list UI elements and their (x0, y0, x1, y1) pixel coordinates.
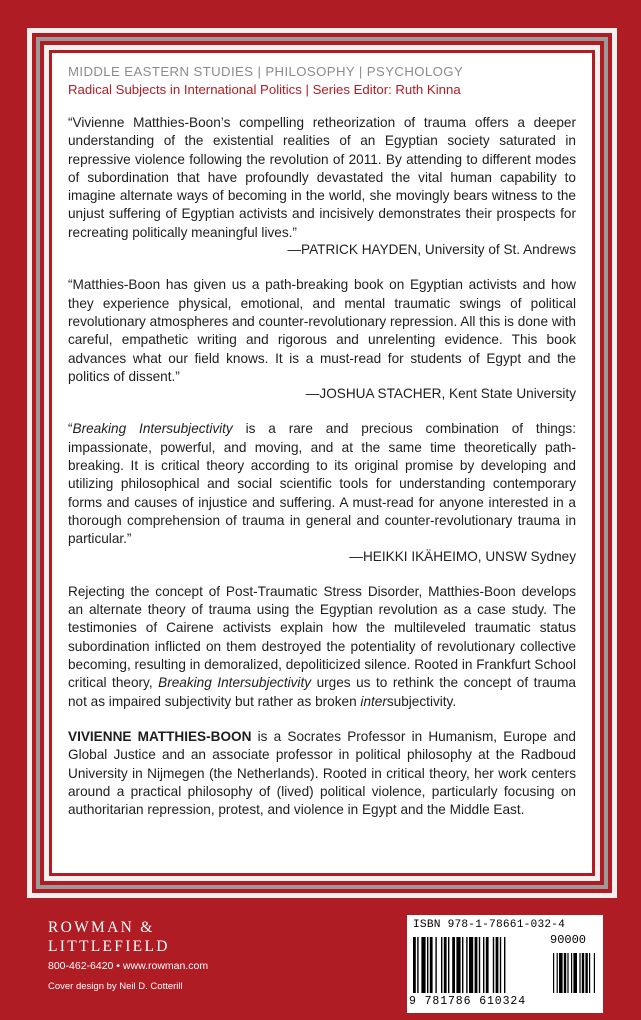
blurb-stacher (68, 276, 576, 403)
blurb-attribution: —HEIKKI IKÄHEIMO, UNSW Sydney (349, 548, 576, 564)
blurb-text: “Breaking Intersubjectivity is a rare and precious combination of things: impassionate, powerful, and moving, and at the same time theoretically path-breaking. It is critical theory according to its original promise by developing and utilizing philosophical and social scientific tools for understanding contemporary forms and causes of injustice and suffering. A must-read for anyone interested in a thorough comprehension of trauma in general and counter-revolutionary trauma in particular.” (68, 421, 576, 547)
blurb-text: “Matthies-Boon has given us a path-breaking book on Egyptian activists and how they experience physical, emotional, and mental traumatic swings of political revolutionary atmospheres and counter-revolutionary repression. All this is done with careful, empathetic writing and rigorous and unrelenting evidence. This book advances what our field knows. It is a must-read for students of Egypt and the politics of dissent.” (68, 277, 576, 384)
blurb-attribution: —JOSHUA STACHER, Kent State University (305, 386, 576, 402)
book-description: Rejecting the concept of Post-Traumatic Stress Disorder, Matthies-Boon develops an alternate theory of trauma using the Egyptian revolution as a case study. The testimonies of Cairene activists explain how the multileveled traumatic status subordination inflicted on them destroyed the potentiality of revolutionary collective becoming, resulting in demoralized, depoliticized silence. Rooted in Frankfurt School critical theory, Breaking Intersubjectivity urges us to rethink the concept of trauma not as impaired subjectivity but rather as broken intersubjectivity. (68, 583, 576, 709)
isbn-barcode (407, 915, 603, 1013)
book-title: Breaking Intersubjectivity (158, 675, 312, 691)
blurb-hayden (68, 114, 576, 259)
publisher-logo-line2: LITTLEFIELD (48, 938, 170, 955)
blurb-ikaheimo (68, 420, 576, 565)
cover-credit: Cover design by Neil D. Cotterill (48, 981, 183, 992)
barcode-digits: 9 781786 610324 (409, 995, 527, 1008)
publisher-block (48, 918, 208, 992)
series-line: Radical Subjects in International Politics | Series Editor: Ruth Kinna (68, 82, 461, 97)
publisher-contact: 800-462-6420 • www.rowman.com (48, 960, 209, 972)
price-code: 90000 (550, 933, 587, 947)
blurb-text: “Vivienne Matthies-Boon’s compelling retheorization of trauma offers a deeper understanding of the existential realities of an Egyptian society saturated in repressive violence following the revolution of 2011. By attending to different modes of subordination that have profoundly devastated the vital human capability to imagine alternate ways of becoming in the world, she movingly bears witness to the unjust suffering of Egyptian activists and incisively demonstrates their prospects for recreating politically meaningful lives.” (68, 115, 576, 240)
publisher-logo-line1: ROWMAN & (48, 919, 155, 936)
author-bio: VIVIENNE MATTHIES-BOON is a Socrates Professor in Humanism, Europe and Global Justice and an associate professor in political philosophy at the Radboud University in Nijmegen (the Netherlands). Rooted in critical theory, her work centers around a practical philosophy of (lived) political violence, particularly focusing on authoritarian repression, protest, and violence in Egypt and the Middle East. (68, 728, 576, 818)
isbn-text: ISBN 978-1-78661-032-4 (413, 919, 566, 931)
book-title: Breaking Intersubjectivity (72, 421, 233, 437)
blurb-attribution: —PATRICK HAYDEN, University of St. Andrews (287, 242, 576, 258)
subject-categories: MIDDLE EASTERN STUDIES | PHILOSOPHY | PSYCHOLOGY (68, 64, 464, 79)
text-panel (52, 53, 592, 873)
author-name: VIVIENNE MATTHIES-BOON (68, 728, 252, 744)
